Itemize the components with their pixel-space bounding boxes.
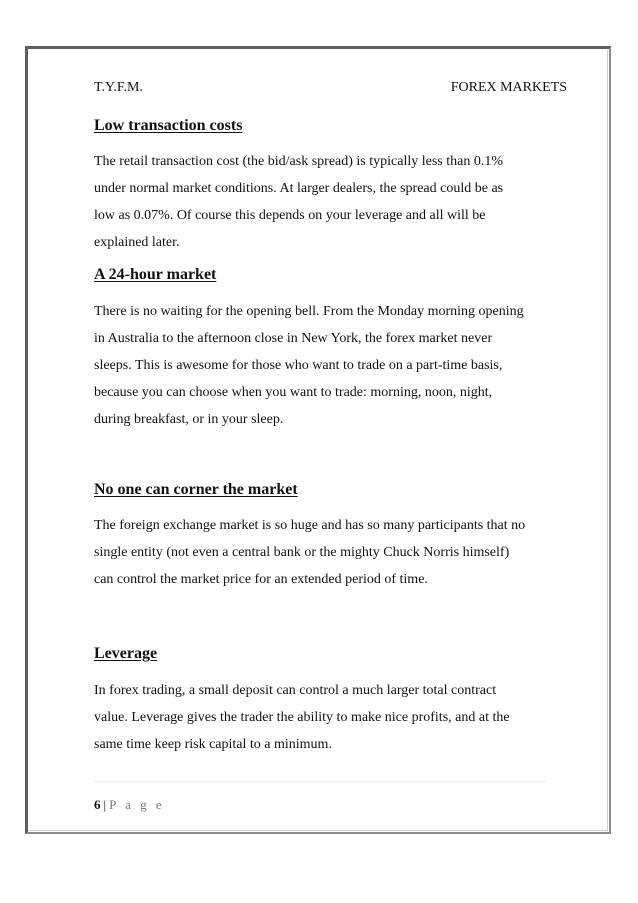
section-heading-low-transaction-costs: Low transaction costs: [94, 117, 243, 134]
section-paragraph-low-transaction-costs: [94, 148, 554, 256]
page-number: 6: [94, 797, 101, 812]
header-title-left: T.Y.F.M.: [94, 80, 143, 95]
section-heading-leverage: Leverage: [94, 645, 158, 662]
paragraph-line: sleeps. This is awesome for those who want to trade on a part-time basis,: [94, 358, 503, 373]
paragraph-line: because you can choose when you want to trade: morning, noon, night,: [94, 385, 493, 400]
paragraph-line: under normal market conditions. At larger dealers, the spread could be as: [94, 181, 504, 196]
page-footer: [94, 797, 165, 813]
paragraph-line: There is no waiting for the opening bell. From the Monday morning opening: [94, 304, 524, 319]
paragraph-line: low as 0.07%. Of course this depends on your leverage and all will be: [94, 208, 486, 223]
paragraph-line: single entity (not even a central bank or the mighty Chuck Norris himself): [94, 545, 510, 560]
footer-divider: [94, 781, 546, 782]
section-paragraph-24-hour-market: [94, 298, 554, 433]
header-title-right: FOREX MARKETS: [450, 80, 567, 95]
paragraph-line: same time keep risk capital to a minimum.: [94, 737, 332, 752]
paragraph-line: value. Leverage gives the trader the ability to make nice profits, and at the: [94, 710, 510, 725]
paragraph-line: during breakfast, or in your sleep.: [94, 412, 284, 427]
paragraph-line: in Australia to the afternoon close in New York, the forex market never: [94, 331, 493, 346]
footer-separator: |: [103, 797, 107, 812]
section-heading-24-hour-market: A 24-hour market: [94, 266, 217, 283]
page-label: P a g e: [109, 797, 165, 812]
paragraph-line: In forex trading, a small deposit can control a much larger total contract: [94, 683, 497, 698]
paragraph-line: can control the market price for an extended period of time.: [94, 572, 428, 587]
paragraph-line: The retail transaction cost (the bid/ask spread) is typically less than 0.1%: [94, 154, 503, 169]
section-heading-no-one-can-corner: No one can corner the market: [94, 481, 298, 498]
paragraph-line: The foreign exchange market is so huge and has so many participants that no: [94, 518, 526, 533]
section-paragraph-leverage: [94, 677, 554, 758]
section-paragraph-no-one-can-corner: [94, 512, 554, 593]
paragraph-line: explained later.: [94, 235, 180, 250]
